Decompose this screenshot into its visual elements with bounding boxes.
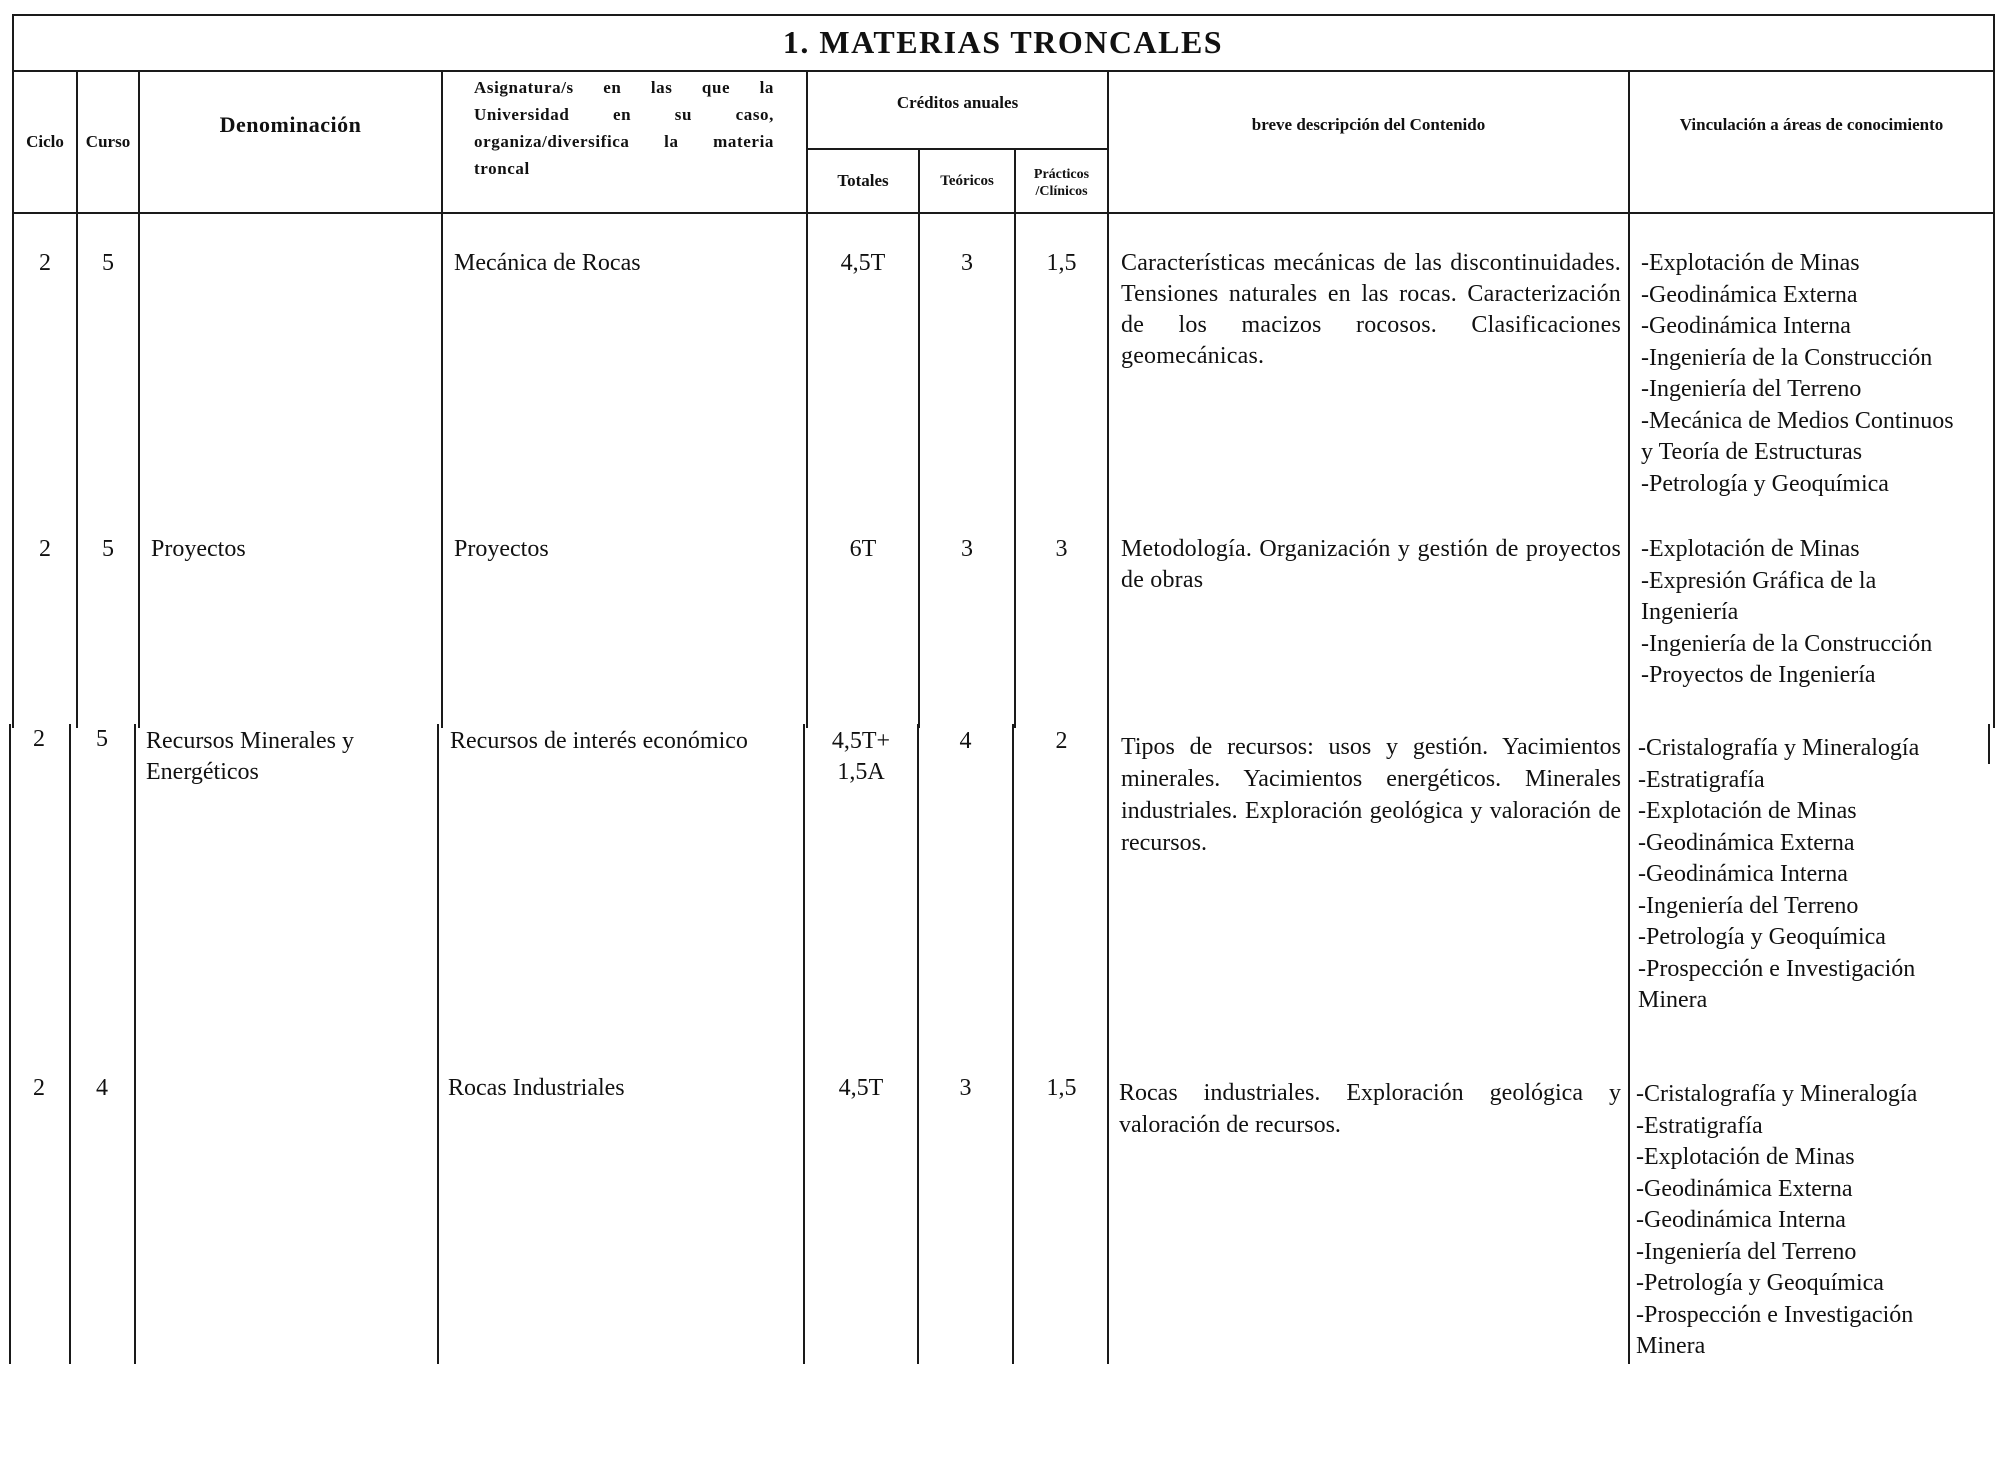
- header-ciclo: Ciclo: [26, 132, 64, 151]
- col-line-totales: [918, 148, 920, 728]
- table-row-3-ciclo: 2: [33, 726, 45, 752]
- header-vinculacion: Vinculación a áreas de conocimiento: [1679, 115, 1944, 134]
- header-asignaturas: Asignatura/s en las que la Universidad en su caso, organiza/diversifica la materia troncal: [474, 78, 774, 178]
- area-item: -Prospección e Investigación Minera: [1638, 955, 1916, 1013]
- table-row-1-teoricos: 3: [961, 250, 973, 276]
- table-row-2-totales: 6T: [849, 536, 877, 562]
- table-row-1-ciclo: 2: [39, 250, 51, 276]
- area-item: -Ingeniería del Terreno: [1638, 892, 1859, 919]
- table-row-1-practicos: 1,5: [1046, 250, 1077, 276]
- table-row-4-totales: 4,5T: [838, 1075, 884, 1101]
- area-item: -Geodinámica Externa: [1638, 829, 1855, 856]
- col-line-denominacion: [441, 72, 443, 728]
- header-curso: Curso: [85, 132, 131, 151]
- area-item: -Expresión Gráfica de la Ingeniería: [1641, 567, 1877, 625]
- right-border: [1993, 14, 1995, 728]
- area-item: -Cristalografía y Mineralogía: [1636, 1081, 1918, 1107]
- header-bottom-line: [12, 212, 1994, 214]
- area-item: -Petrología y Geoquímica: [1638, 924, 1886, 950]
- table-row-2-ciclo: 2: [39, 536, 51, 562]
- area-item: -Geodinámica Externa: [1641, 281, 1858, 308]
- col-line-left-lower: [9, 724, 11, 1364]
- col-line-curso-lower: [134, 724, 136, 1364]
- area-item: -Estratigrafía: [1636, 1112, 1763, 1139]
- col-line-asignatura-lower: [803, 724, 805, 1364]
- header-creditos-anuales: Créditos anuales: [896, 93, 1019, 112]
- table-row-2-descripcion: Metodología. Organización y gestión de proyectos de obras: [1121, 536, 1621, 593]
- area-item: -Prospección e Investigación Minera: [1636, 1301, 1914, 1359]
- table-row-3-curso: 5: [96, 726, 108, 752]
- area-item: -Mecánica de Medios Continuos y Teoría de Estructuras: [1641, 407, 1954, 465]
- area-item: -Geodinámica Interna: [1636, 1207, 1846, 1233]
- area-item: -Geodinámica Interna: [1641, 313, 1851, 339]
- header-denominacion: Denominación: [219, 112, 362, 137]
- area-item: -Explotación de Minas: [1638, 798, 1857, 824]
- area-item: -Ingeniería de la Construcción: [1641, 630, 1933, 657]
- area-item: -Explotación de Minas: [1641, 250, 1860, 276]
- table-row-4-curso: 4: [96, 1075, 108, 1101]
- area-item: -Ingeniería del Terreno: [1641, 376, 1862, 402]
- col-line-totales-lower: [917, 724, 919, 1364]
- col-line-ciclo-lower: [69, 724, 71, 1364]
- area-item: -Explotación de Minas: [1641, 536, 1860, 562]
- area-item: -Geodinámica Externa: [1636, 1175, 1853, 1202]
- area-item: -Explotación de Minas: [1636, 1144, 1855, 1170]
- table-row-1-descripcion: Características mecánicas de las discontinuidades. Tensiones naturales en las rocas. Caracterización de los macizos rocosos. Clasificaciones geomecánicas.: [1121, 250, 1621, 369]
- table-row-3-denominacion: Recursos Minerales y Energéticos: [146, 728, 354, 785]
- col-line-practicos-lower: [1107, 724, 1109, 1364]
- table-row-1-curso: 5: [102, 250, 114, 276]
- page-title: 1. MATERIAS TRONCALES: [782, 24, 1224, 60]
- table-row-2-practicos: 3: [1055, 536, 1068, 562]
- col-line-teoricos-lower: [1012, 724, 1014, 1364]
- table-row-3-descripcion: Tipos de recursos: usos y gestión. Yacimientos minerales. Yacimientos energéticos. Minerales industriales. Exploración geológica y valoración de recursos.: [1121, 734, 1621, 856]
- table-row-3-areas: [1638, 733, 1990, 1017]
- col-line-denominacion-lower: [437, 724, 439, 1364]
- area-item: -Petrología y Geoquímica: [1636, 1270, 1884, 1296]
- header-totales: Totales: [837, 171, 889, 190]
- area-item: -Geodinámica Interna: [1638, 861, 1848, 887]
- table-row-3-practicos: 2: [1055, 728, 1068, 754]
- table-row-3-teoricos: 4: [959, 728, 972, 754]
- area-item: -Cristalografía y Mineralogía: [1638, 735, 1920, 761]
- table-row-4-practicos: 1,5: [1046, 1075, 1077, 1101]
- table-row-4-areas: [1636, 1079, 1991, 1363]
- col-line-descripcion-lower: [1628, 724, 1630, 1364]
- table-row-4-ciclo: 2: [33, 1075, 45, 1101]
- area-item: -Petrología y Geoquímica: [1641, 470, 1889, 497]
- area-item: -Proyectos de Ingeniería: [1641, 662, 1876, 688]
- table-row-2-asignatura: Proyectos: [454, 536, 549, 562]
- area-item: -Ingeniería del Terreno: [1636, 1238, 1857, 1265]
- table-row-2-areas: [1641, 534, 1993, 692]
- header-teoricos: Teóricos: [940, 172, 994, 189]
- table-row-4-descripcion: Rocas industriales. Exploración geológica y valoración de recursos.: [1119, 1080, 1621, 1138]
- table-row-2-teoricos: 3: [961, 536, 973, 562]
- table-row-2-denominacion: Proyectos: [151, 536, 246, 562]
- table-row-4-teoricos: 3: [959, 1075, 972, 1101]
- table-row-1-areas: [1641, 248, 1993, 500]
- table-row-3-asignatura: Recursos de interés económico: [450, 728, 748, 754]
- table-row-1-totales: 4,5T: [840, 250, 886, 276]
- area-item: -Ingeniería de la Construcción: [1641, 344, 1933, 371]
- table-row-3-totales: 4,5T+ 1,5A: [831, 728, 891, 785]
- col-line-teoricos: [1014, 148, 1016, 728]
- header-practicos: Prácticos /Clínicos: [1033, 167, 1090, 199]
- area-item: -Estratigrafía: [1638, 766, 1765, 793]
- table-row-2-curso: 5: [102, 536, 114, 562]
- table-row-1-asignatura: Mecánica de Rocas: [454, 250, 641, 276]
- table-row-4-asignatura: Rocas Industriales: [448, 1075, 625, 1101]
- header-descripcion: breve descripción del Contenido: [1251, 115, 1486, 134]
